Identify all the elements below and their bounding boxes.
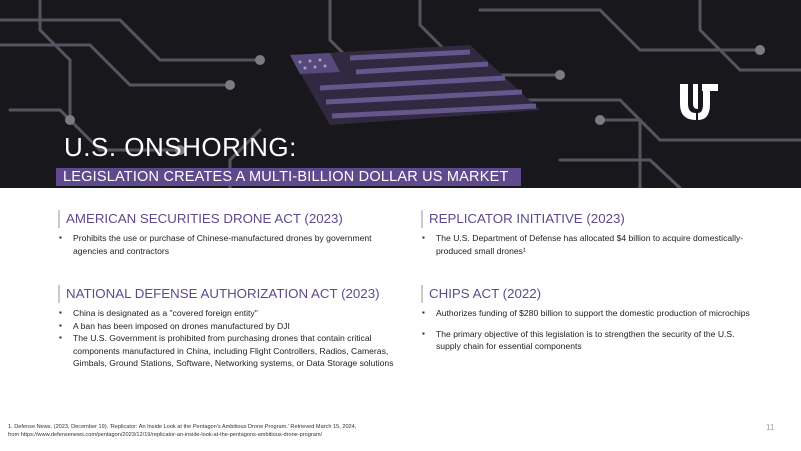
- bullet-item: ▪ Authorizes funding of $280 billion to support the domestic production of microchips: [421, 307, 756, 320]
- bullet-item: ▪ The primary objective of this legislation is to strengthen the security of the U.S. supply chain for essential components: [421, 328, 756, 353]
- footnote-url: from https://www.defensenews.com/pentagon/2023/12/19/replicator-an-inside-look-at-the-pentagons-ambitious-drone-program/: [8, 431, 323, 438]
- subtitle-bar: [56, 168, 521, 186]
- page-title: U.S. ONSHORING:: [64, 132, 297, 162]
- section-heading: NATIONAL DEFENSE AUTHORIZATION ACT (2023): [58, 285, 403, 303]
- footnote-line: 1. Defense News. (2023, December 19). 'Replicator: An Inside Look at the Pentagon's Ambitious Drone Program.' Retrieved March 15, 2024,: [8, 424, 357, 430]
- section-chips-act: [421, 285, 756, 361]
- section-heading: AMERICAN SECURITIES DRONE ACT (2023): [58, 210, 398, 228]
- bullet-item: ▪ A ban has been imposed on drones manufactured by DJI: [58, 320, 403, 333]
- section-replicator-initiative: [421, 210, 756, 257]
- company-logo-icon: [676, 78, 722, 124]
- section-heading: REPLICATOR INITIATIVE (2023): [421, 210, 756, 228]
- bullet-item: ▪ China is designated as a "covered foreign entity": [58, 307, 403, 320]
- page-subtitle: LEGISLATION CREATES A MULTI-BILLION DOLLAR US MARKET: [63, 169, 509, 185]
- bullet-item: ▪ The U.S. Department of Defense has allocated $4 billion to acquire domestically-produced small drones¹: [421, 232, 756, 257]
- footnote: [8, 424, 508, 439]
- section-heading: CHIPS ACT (2022): [421, 285, 756, 303]
- section-american-securities-drone-act: [58, 210, 398, 257]
- section-ndaa: [58, 285, 403, 370]
- page-number: 11: [766, 423, 775, 432]
- bullet-item: ▪ Prohibits the use or purchase of Chinese-manufactured drones by government agencies and contractors: [58, 232, 398, 257]
- bullet-item: ▪ The U.S. Government is prohibited from purchasing drones that contain critical components manufactured in China, including Flight Controllers, Radios, Cameras, Gimbals, Ground Stations, Software, Networking systems, or Data Storage solutions: [58, 332, 403, 370]
